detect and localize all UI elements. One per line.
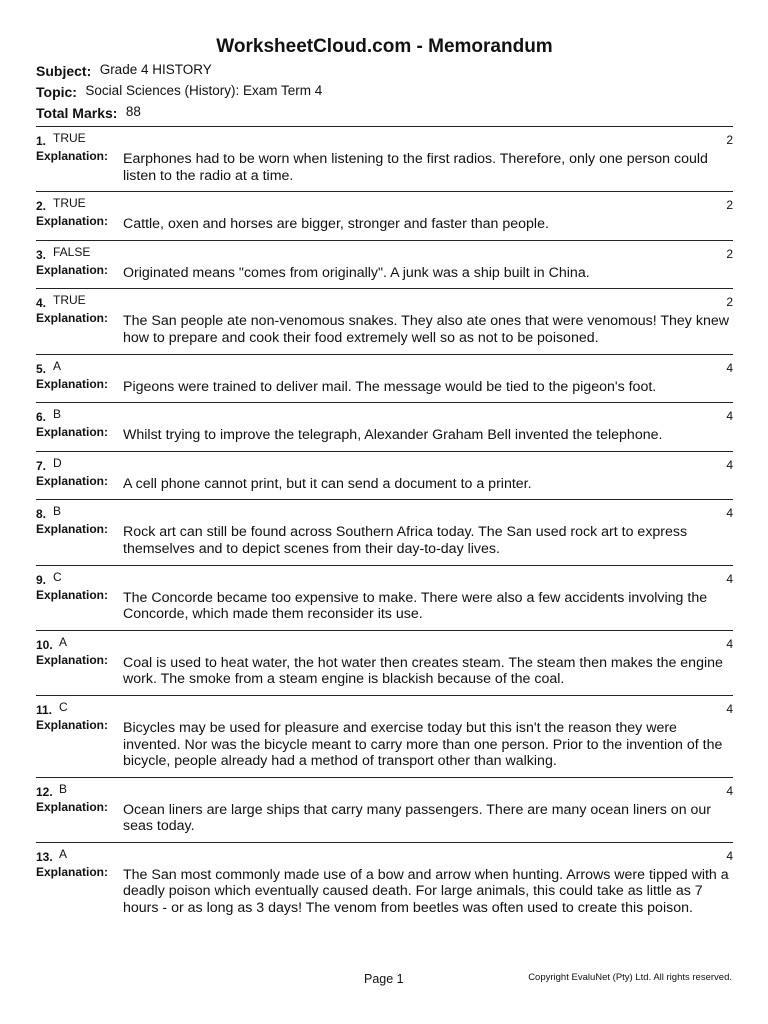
question-number: 10. bbox=[36, 637, 53, 652]
explanation-block bbox=[36, 473, 733, 500]
question-answer: B bbox=[53, 504, 62, 519]
explanation-block bbox=[36, 148, 733, 191]
question-answer: A bbox=[53, 358, 62, 373]
question-number: 13. bbox=[36, 849, 53, 864]
explanation-block bbox=[36, 717, 733, 777]
explanation-text: Coal is used to heat water, the hot water then creates steam. The steam then makes the engine work. The smoke from a steam engine is blackish because of the coal. bbox=[123, 654, 723, 688]
explanation-label: Explanation: bbox=[36, 262, 109, 277]
question-header bbox=[36, 566, 733, 587]
question-item bbox=[36, 695, 733, 777]
question-item bbox=[36, 630, 733, 695]
explanation-block bbox=[36, 424, 733, 451]
subject-value: Grade 4 HISTORY bbox=[99, 62, 212, 77]
explanation-label: Explanation: bbox=[36, 149, 109, 163]
explanation-label: Explanation: bbox=[36, 717, 109, 732]
explanation-block bbox=[36, 310, 733, 353]
explanation-text: Ocean liners are large ships that carry many passengers. There are many ocean liners on our seas today. bbox=[123, 801, 712, 835]
copyright-notice: Copyright EvaluNet (Pty) Ltd. All rights reserved. bbox=[528, 972, 732, 983]
question-list bbox=[36, 126, 733, 924]
question-marks: 4 bbox=[726, 360, 733, 375]
subject-label: Subject: bbox=[36, 63, 92, 79]
question-number: 8. bbox=[36, 507, 47, 522]
explanation-text: Earphones had to be worn when listening to the first radios. Therefore, only one person could listen to the radio at a time. bbox=[123, 151, 708, 184]
question-marks: 4 bbox=[726, 457, 733, 472]
explanation-label: Explanation: bbox=[36, 214, 109, 229]
question-item bbox=[36, 842, 733, 924]
question-marks: 2 bbox=[726, 198, 733, 213]
question-number: 5. bbox=[36, 361, 47, 376]
question-answer: TRUE bbox=[53, 293, 86, 308]
topic-value: Social Sciences (History): Exam Term 4 bbox=[85, 83, 323, 98]
explanation-label: Explanation: bbox=[36, 799, 109, 814]
question-header bbox=[36, 500, 733, 521]
question-item bbox=[36, 402, 733, 451]
question-answer: C bbox=[53, 569, 62, 584]
question-header bbox=[36, 843, 733, 864]
question-header bbox=[36, 289, 733, 310]
question-answer: D bbox=[53, 455, 62, 470]
question-answer: FALSE bbox=[53, 244, 91, 259]
topic-label: Topic: bbox=[36, 84, 77, 100]
question-header bbox=[36, 696, 733, 717]
explanation-text: Originated means "comes from originally". A junk was a ship built in China. bbox=[123, 264, 590, 281]
question-number: 7. bbox=[36, 458, 47, 473]
question-marks: 2 bbox=[726, 295, 733, 310]
explanation-label: Explanation: bbox=[36, 376, 109, 391]
explanation-label: Explanation: bbox=[36, 522, 109, 537]
total-marks-row bbox=[36, 103, 733, 123]
question-item bbox=[36, 288, 733, 353]
question-header bbox=[36, 452, 733, 473]
explanation-block bbox=[36, 262, 733, 289]
question-item bbox=[36, 191, 733, 240]
question-number: 9. bbox=[36, 572, 47, 587]
explanation-text: Rock art can still be found across Southern Africa today. The San used rock art to express themselves and to depict scenes from their day-to-day lives. bbox=[123, 524, 688, 557]
question-answer: B bbox=[53, 407, 62, 422]
question-marks: 4 bbox=[726, 701, 733, 716]
question-answer: C bbox=[59, 699, 68, 714]
explanation-text: Pigeons were trained to deliver mail. The message would be tied to the pigeon's foot. bbox=[123, 378, 657, 395]
question-answer: A bbox=[59, 846, 68, 861]
page-number: Page 1 bbox=[364, 972, 404, 986]
explanation-label: Explanation: bbox=[36, 864, 109, 879]
explanation-label: Explanation: bbox=[36, 652, 109, 667]
question-answer: A bbox=[59, 634, 68, 649]
question-marks: 4 bbox=[726, 783, 733, 798]
question-header bbox=[36, 241, 733, 262]
explanation-block bbox=[36, 213, 733, 240]
question-number: 3. bbox=[36, 247, 47, 262]
explanation-text: A cell phone cannot print, but it can send a document to a printer. bbox=[123, 475, 532, 492]
explanation-label: Explanation: bbox=[36, 473, 109, 488]
question-item bbox=[36, 565, 733, 630]
explanation-text: The San most commonly made use of a bow and arrow when hunting. Arrows were tipped with a deadly poison which eventually caused death. For large animals, this could take as little as 7 hours - or as long as 3 days! The venom from beetles was often used to create this poison. bbox=[123, 866, 729, 917]
explanation-text: Cattle, oxen and horses are bigger, stronger and faster than people. bbox=[123, 216, 549, 233]
explanation-block bbox=[36, 652, 733, 695]
explanation-text: The Concorde became too expensive to make. There were also a few accidents involving the Concorde, which made them reconsider its use. bbox=[123, 589, 708, 623]
question-number: 1. bbox=[36, 134, 47, 148]
question-item bbox=[36, 126, 733, 191]
explanation-label: Explanation: bbox=[36, 311, 109, 326]
explanation-text: Bicycles may be used for pleasure and exercise today but this isn't the reason they were invented. Nor was the bicycle meant to carry more than one person. Prior to the invention of the bicycle, people already had a method of transport other than walking. bbox=[123, 719, 723, 770]
question-marks: 4 bbox=[726, 636, 733, 651]
topic-row bbox=[36, 82, 733, 102]
question-marks: 2 bbox=[726, 246, 733, 261]
explanation-block bbox=[36, 587, 733, 630]
question-number: 2. bbox=[36, 199, 47, 214]
question-marks: 4 bbox=[726, 506, 733, 521]
question-header bbox=[36, 631, 733, 652]
explanation-block bbox=[36, 799, 733, 842]
question-answer: B bbox=[59, 781, 68, 796]
question-number: 6. bbox=[36, 410, 47, 425]
document-title: WorksheetCloud.com - Memorandum bbox=[216, 36, 553, 57]
question-number: 12. bbox=[36, 784, 53, 799]
question-answer: TRUE bbox=[53, 131, 86, 145]
explanation-label: Explanation: bbox=[36, 425, 109, 440]
explanation-block bbox=[36, 864, 733, 924]
explanation-text: Whilst trying to improve the telegraph, Alexander Graham Bell invented the telephone. bbox=[123, 427, 663, 444]
question-answer: TRUE bbox=[53, 196, 86, 211]
question-marks: 4 bbox=[726, 571, 733, 586]
total-marks-value: 88 bbox=[125, 104, 141, 119]
question-marks: 4 bbox=[726, 848, 733, 863]
subject-row bbox=[36, 61, 733, 81]
question-item bbox=[36, 499, 733, 564]
question-item bbox=[36, 240, 733, 289]
question-item bbox=[36, 451, 733, 500]
page-footer bbox=[0, 970, 768, 990]
question-header bbox=[36, 355, 733, 376]
explanation-block bbox=[36, 376, 733, 403]
total-marks-label: Total Marks: bbox=[36, 105, 118, 121]
explanation-label: Explanation: bbox=[36, 587, 109, 602]
question-header bbox=[36, 127, 733, 148]
explanation-text: The San people ate non-venomous snakes. They also ate ones that were venomous! They knew how to prepare and cook their food extremely well so as not to be poisoned. bbox=[123, 313, 729, 346]
question-marks: 2 bbox=[726, 133, 733, 147]
question-number: 11. bbox=[36, 702, 53, 717]
question-header bbox=[36, 403, 733, 424]
question-item bbox=[36, 777, 733, 842]
explanation-block bbox=[36, 521, 733, 564]
question-marks: 4 bbox=[726, 409, 733, 424]
question-header bbox=[36, 778, 733, 799]
question-header bbox=[36, 192, 733, 213]
question-item bbox=[36, 354, 733, 403]
memorandum-page bbox=[36, 0, 733, 924]
question-number: 4. bbox=[36, 296, 47, 311]
